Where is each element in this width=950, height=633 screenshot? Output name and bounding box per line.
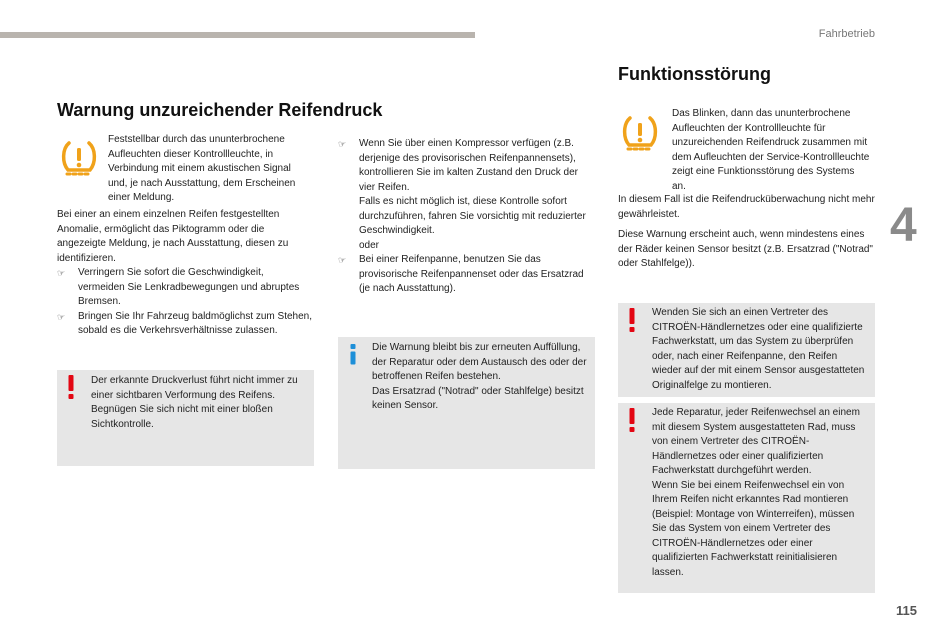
- tire-pressure-warning-icon: [620, 114, 660, 152]
- list-item-continuation: Falls es nicht möglich ist, diese Kontrolle sofort durchzuführen, fahren Sie vorsichtig mit reduzierter Geschwindigkeit.: [359, 196, 586, 236]
- col1-body: [57, 208, 312, 339]
- list-item: [338, 253, 596, 297]
- exclamation-icon: [65, 374, 77, 400]
- monitoring-not-guaranteed: In diesem Fall ist die Reifendrucküberwachung nicht mehr gewährleistet.: [618, 194, 875, 220]
- info-text-warning-persists: Die Warnung bleibt bis zur erneuten Auffüllung, der Reparatur oder dem Austausch des oder der betroffenen Reifen bestehen.: [372, 342, 587, 382]
- or-separator: oder: [359, 239, 380, 251]
- pointing-hand-bullet: ☞: [338, 139, 347, 149]
- section-heading-malfunction: Funktionsstörung: [618, 64, 771, 84]
- header-bar: [0, 32, 475, 38]
- pointing-hand-bullet: ☞: [57, 268, 66, 278]
- pointing-hand-bullet: ☞: [338, 255, 347, 265]
- list-item-text: Wenn Sie über einen Kompressor verfügen (z.B. derjenige des provisorischen Reifenpannensets), kontrollieren Sie im kalten Zustand den Druck der vier Reifen.: [359, 138, 578, 193]
- info-icon: [347, 343, 359, 365]
- info-box-spare-wheel: [338, 337, 595, 469]
- warning-text-reinitialise: Wenn Sie bei einem Reifenwechsel ein von Ihrem Reifen nicht erkanntes Rad montieren (Beispiel: Montage von Winterreifen), müssen Sie das System von einem Vertreter des CITROËN-Händlernetzes oder einer qualifizierten Fachwerkstatt reinitialisieren lassen.: [652, 479, 855, 578]
- low-pressure-description: Feststellbar durch das ununterbrochene Aufleuchten dieser Kontrollleuchte, in Verbindung mit einem akustischen Signal und, je nach Ausstattung, dem Erscheinen einer Meldung.: [108, 134, 296, 203]
- malfunction-description: Das Blinken, dann das ununterbrochene Aufleuchten der Kontrollleuchte für unzureichenden Reifendruck zusammen mit dem Aufleuchten der Service-Kontrollleuchte zeigt eine Funktionsstörung des Systems an.: [672, 108, 870, 192]
- exclamation-icon: [626, 407, 638, 433]
- warning-box-contact-dealer: [618, 303, 875, 397]
- info-text-no-sensor: Das Ersatzrad ("Notrad" oder Stahlfelge) besitzt keinen Sensor.: [372, 385, 584, 411]
- list-item-text: Bringen Sie Ihr Fahrzeug baldmöglichst zum Stehen, sobald es die Verkehrsverhältnisse zulassen.: [78, 310, 313, 336]
- list-item-text: Verringern Sie sofort die Geschwindigkeit, vermeiden Sie Lenkradbewegungen und abruptes Bremsen.: [78, 267, 300, 307]
- list-item-text: Bei einer Reifenpanne, benutzen Sie das provisorische Reifenpannenset oder das Ersatzrad (je nach Ausstattung).: [359, 254, 584, 294]
- list-item: [338, 137, 596, 195]
- warning-box-pressure-loss: [57, 370, 314, 466]
- warning-text-repair: Jede Reparatur, jeder Reifenwechsel an einem mit diesem System ausgestatteten Rad, muss von einem Vertreter des CITROËN-Händlernetzes oder einer qualifizierten Fachwerkstatt durchgeführt werden.: [652, 407, 860, 476]
- no-sensor-warning: Diese Warnung erscheint auch, wenn mindestens eines der Räder keinen Sensor besitzt (z.B. Ersatzrad ("Notrad" oder Stahlfelge)).: [618, 229, 873, 269]
- section-title: Fahrbetrieb: [818, 28, 875, 40]
- page-number: 115: [896, 603, 917, 618]
- list-item: [57, 310, 312, 339]
- exclamation-icon: [626, 307, 638, 333]
- tire-pressure-warning-icon: [59, 139, 99, 177]
- warning-text: [652, 406, 868, 580]
- section-heading-low-pressure: Warnung unzureichender Reifendruck: [57, 100, 383, 120]
- pointing-hand-bullet: ☞: [57, 311, 66, 322]
- info-text: [372, 341, 587, 414]
- warning-box-repair: [618, 403, 875, 593]
- warning-text: Der erkannte Druckverlust führt nicht immer zu einer sichtbaren Verformung des Reifens. Begnügen Sie sich nicht mit einer bloßen Sichtkontrolle.: [91, 375, 298, 430]
- list-item: [57, 266, 312, 310]
- col3-body: [618, 193, 876, 272]
- warning-text: Wenden Sie sich an einen Vertreter des CITROËN-Händlernetzes oder eine qualifizierte Fachwerkstatt, um das System zu überprüfen oder, nach einer Reifenpanne, den Reifen wieder auf der mit einem Sensor ausgestatteten Originalfelge zu montieren.: [652, 307, 865, 391]
- chapter-number: 4: [890, 199, 917, 252]
- anomaly-paragraph: Bei einer an einem einzelnen Reifen festgestellten Anomalie, ermöglicht das Piktogramm oder die angezeigte Meldung, je nach Ausstattung, diesen zu identifizieren.: [57, 209, 289, 264]
- col2-body: [338, 137, 596, 297]
